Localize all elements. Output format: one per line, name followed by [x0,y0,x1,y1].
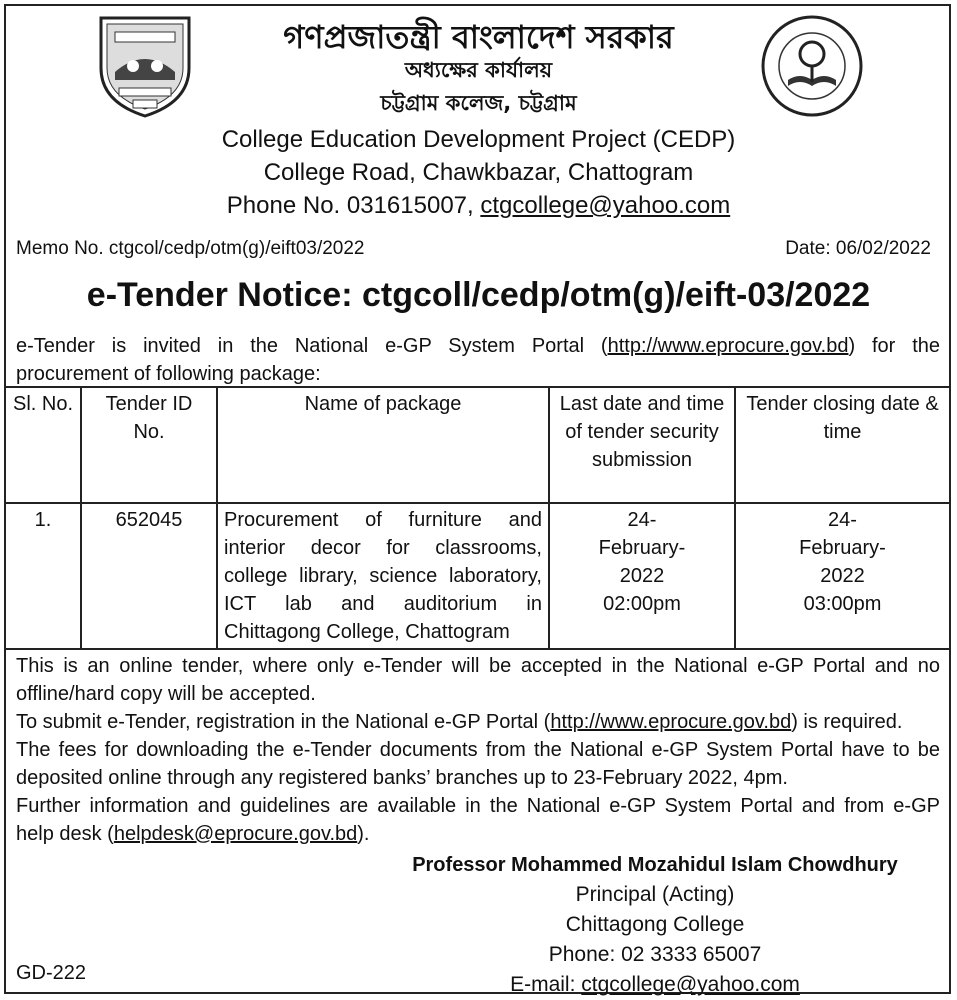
memo-date: Date: 06/02/2022 [785,238,931,259]
intro-line-2: procurement of following package: [16,363,321,385]
table-header-row [5,387,950,503]
college-address: College Road, Chawkbazar, Chattogram [263,159,694,186]
portal-url-link[interactable]: http://www.eprocure.gov.bd [607,335,849,357]
note-portal-url-link[interactable]: http://www.eprocure.gov.bd [550,711,792,733]
contact-email-link[interactable]: ctgcollege@yahoo.com [480,192,731,219]
signatory-email-line [400,970,910,1000]
header-package: Name of package [217,387,549,503]
memo-number: Memo No. ctgcol/cedp/otm(g)/eift03/2022 [16,238,365,259]
security-date: 24-February-2022 [598,509,686,587]
notice-title: e-Tender Notice: ctgcoll/cedp/otm(g)/eift-03/2022 [86,276,871,314]
gd-code: GD-222 [16,962,87,984]
intro-text-b: ) for the [848,335,940,357]
helpdesk-email-link[interactable]: helpdesk@eprocure.gov.bd [113,823,358,845]
note-3-line-1: The fees for downloading the e-Tender documents from the National e-GP System Portal have to be [16,739,940,761]
signatory-name: Professor Mohammed Mozahidul Islam Chowdhury [412,854,898,876]
office-title-bangla: অধ্যক্ষের কার্যালয় [404,58,553,82]
header-sl: Sl. No. [5,387,81,503]
header-closing: Tender closing date & time [735,387,950,503]
note-1-line-1: This is an online tender, where only e-Tender will be accepted in the National e-GP Portal and no [16,655,940,677]
phone-number: Phone No. 031615007, [226,192,474,219]
note-2 [16,708,940,736]
notes-section [16,652,940,848]
cell-security [549,503,735,649]
intro-text-a: e-Tender is invited in the National e-GP System Portal ( [16,335,608,357]
note-4-line-1: Further information and guidelines are available in the National e-GP System Portal and from e-GP [16,795,940,817]
package-line: Chittagong College, Chattogram [224,621,510,643]
intro-line-1 [16,332,940,360]
cell-sl: 1. [5,503,81,649]
intro-paragraph [16,332,940,388]
note-2-text-b: ) is required. [791,711,903,733]
package-line: ICT lab and auditorium in [224,593,542,615]
header-tender-id: Tender ID No. [81,387,217,503]
signatory-email-link[interactable]: ctgcollege@yahoo.com [581,973,800,996]
note-4-line-2 [16,820,940,848]
closing-date: 24-February-2022 [799,509,886,587]
government-title-bangla: গণপ্রজাতন্ত্রী বাংলাদেশ সরকার [283,18,674,56]
note-2-text-a: To submit e-Tender, registration in the National e-GP Portal ( [16,711,551,733]
note-4-text-a: help desk ( [16,823,114,845]
security-time: 02:00pm [603,593,681,615]
cell-package [217,503,549,649]
signature-block [400,850,910,1000]
note-4-text-b: ). [357,823,370,845]
contact-line [0,192,957,220]
tender-table [4,386,951,650]
note-3-line-2: deposited online through any registered banks’ branches up to 23-February 2022, 4pm. [16,767,788,789]
cell-closing [735,503,950,649]
cell-tender-id: 652045 [81,503,217,649]
closing-time: 03:00pm [803,593,882,615]
header-security: Last date and time of tender security submission [549,387,735,503]
college-name-bangla: চট্টগ্রাম কলেজ, চট্টগ্রাম [380,91,577,115]
note-1-line-2: offline/hard copy will be accepted. [16,683,316,705]
package-line: college library, science laboratory, [224,565,542,587]
signatory-phone: Phone: 02 3333 65007 [548,943,762,966]
package-line: interior decor for classrooms, [224,537,542,559]
project-name: College Education Development Project (CEDP) [221,126,736,153]
signatory-institution: Chittagong College [565,913,745,936]
package-line: Procurement of furniture and [224,509,542,531]
signatory-designation: Principal (Acting) [575,883,735,906]
email-label: E-mail: [510,973,576,996]
table-row [5,503,950,649]
